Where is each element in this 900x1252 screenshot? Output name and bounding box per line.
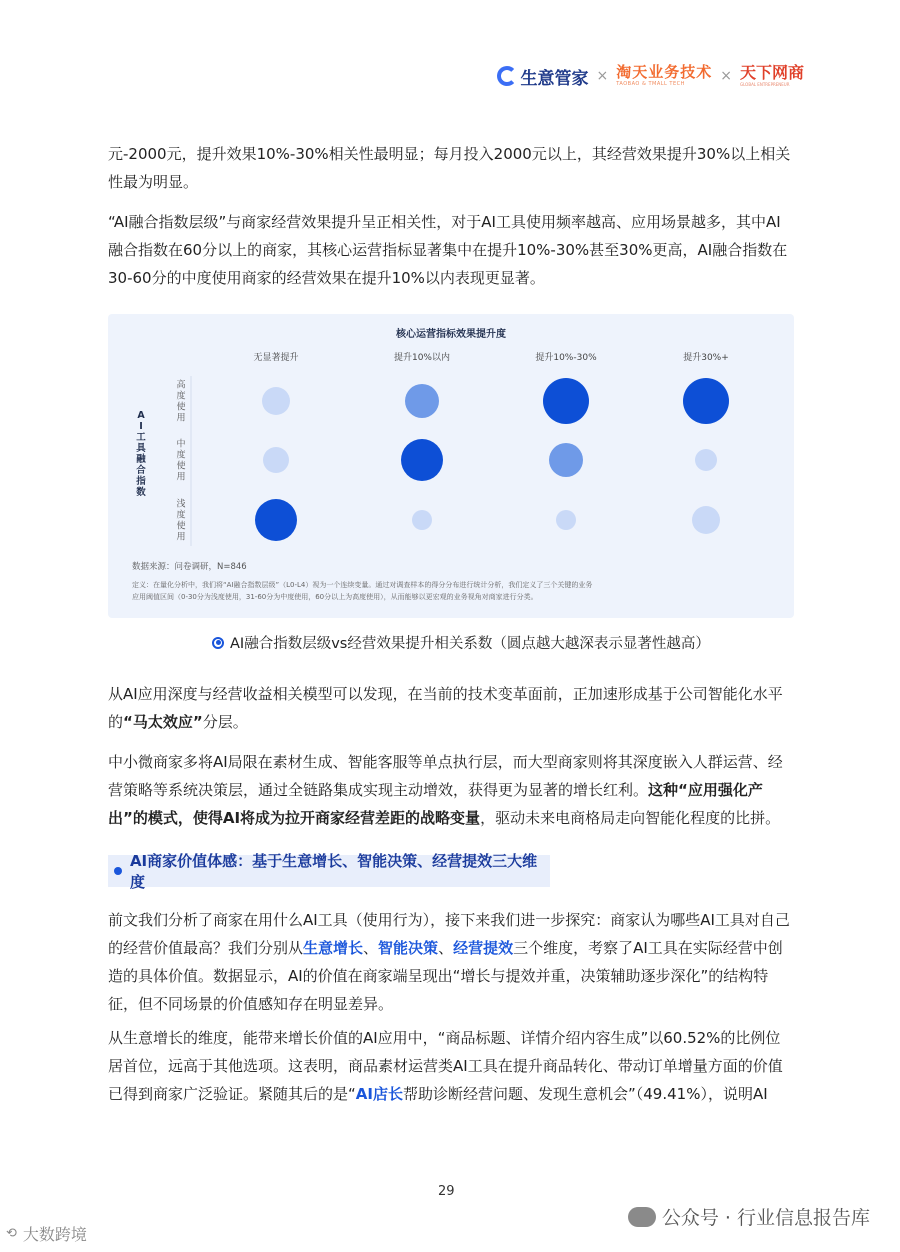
row-label-char: 使 (176, 461, 186, 472)
paragraph-1: 元-2000元，提升效果10%-30%相关性最明显；每月投入2000元以上，其经营效果提升30%以上相关性最为明显。 (108, 145, 791, 191)
y-axis-label-char: I (139, 421, 143, 432)
row-label-char: 使 (176, 521, 186, 532)
bubble (692, 506, 720, 534)
logo-shengyi-guanjia: 生意管家 (497, 64, 589, 89)
source-note: 数据来源：问卷调研，N=846 (132, 562, 247, 572)
logo-tianxia-wangshang: 天下网商 GLOBAL ENTREPRENEUR (739, 63, 804, 87)
row-label-char: 度 (176, 510, 186, 521)
radio-bullet-icon (212, 637, 224, 649)
row-label-char: 用 (176, 413, 186, 424)
bubble (263, 447, 289, 473)
watermark-wechat: 公众号 · 行业信息报告库 (628, 1203, 870, 1230)
row-label-char: 中 (176, 439, 186, 450)
bullet-dot-icon (114, 867, 122, 875)
bubble (262, 387, 290, 415)
y-axis-label-char: 指 (136, 476, 146, 487)
row-label-char: 用 (176, 532, 186, 543)
row-label-char: 高 (176, 380, 186, 391)
bubble (401, 439, 443, 481)
paragraph-3: 从AI应用深度与经营收益相关模型可以发现，在当前的技术变革面前，正加速形成基于公司智能化水平的“马太效应”分层。 (108, 685, 783, 731)
row-label-char: 度 (176, 391, 186, 402)
paragraph-6: 从生意增长的维度，能带来增长价值的AI应用中，“商品标题、详情介绍内容生成”以60.52%的比例位居首位，远高于其他选项。这表明，商品素材运营类AI工具在提升商品转化、带动订单增量方面的价值已得到商家广泛验证。紧随其后的是“AI店长帮助诊断经营问题、发现生意机会”（49.41%），说明AI (108, 1029, 783, 1103)
chart-title: 核心运营指标效果提升度 (396, 329, 506, 340)
definition-line-1: 定义：在量化分析中，我们将“AI融合指数层级”（L0-L4）视为一个连续变量。通过对调查样本的得分分布进行统计分析，我们定义了三个关键的业务 (132, 581, 593, 589)
bubble-chart (108, 314, 794, 618)
page-number: 29 (438, 1184, 455, 1199)
logo-separator: × (720, 68, 732, 84)
bubble (683, 378, 729, 424)
y-axis-label-char: 具 (136, 443, 146, 454)
bubble (556, 510, 576, 530)
paragraph-4: 中小微商家多将AI局限在素材生成、智能客服等单点执行层，而大型商家则将其深度嵌入人群运营、经营策略等系统决策层，通过全链路集成实现主动增效，获得更为显著的增长红利。这种“应用强化产出”的模式，使得AI将成为拉开商家经营差距的战略变量，驱动未来电商格局走向智能化程度的比拼。 (108, 753, 783, 827)
bubble (405, 384, 439, 418)
definition-line-2: 应用阈值区间（0-30分为浅度使用，31-60分为中度使用，60分以上为高度使用），从而能够以更宏观的业务视角对商家进行分类。 (132, 593, 538, 601)
column-header: 无显著提升 (253, 353, 299, 363)
row-label-char: 浅 (176, 499, 186, 510)
column-header: 提升10%以内 (393, 353, 451, 363)
bubble (255, 499, 297, 541)
paragraph-2: “AI融合指数层级”与商家经营效果提升呈正相关性，对于AI工具使用频率越高、应用场景越多，其中AI融合指数在60分以上的商家，其核心运营指标显著集中在提升10%-30%甚至30%更高，AI融合指数在30-60分的中度使用商家的经营效果在提升10%以内表现更显著。 (108, 213, 788, 287)
section-heading: AI商家价值体感：基于生意增长、智能决策、经营提效三大维度 (108, 855, 550, 887)
bubble-chart-panel (108, 314, 794, 618)
row-label-char: 使 (176, 402, 186, 413)
bubble (695, 449, 717, 471)
row-label-char: 度 (176, 450, 186, 461)
figure-caption: AI融合指数层级vs经营效果提升相关系数（圆点越大越深表示显著性越高） (212, 632, 710, 653)
logo-taotian-tech: 淘天业务技术 TAOBAO & TMALL TECH (616, 63, 713, 87)
logo-separator: × (596, 68, 609, 84)
bubble (543, 378, 589, 424)
wechat-icon (628, 1207, 656, 1227)
bubble (549, 443, 583, 477)
paragraph-5: 前文我们分析了商家在用什么AI工具（使用行为），接下来我们进一步探究：商家认为哪些AI工具对自己的经营价值最高？我们分别从生意增长、智能决策、经营提效三个维度，考察了AI工具在实际经营中创造的具体价值。数据显示，AI的价值在商家端呈现出“增长与提效并重，决策辅助逐步深化”的结构特征，但不同场景的价值感知存在明显差异。 (108, 911, 790, 1013)
watermark-left: ⟲ 大数跨境 (6, 1225, 87, 1244)
y-axis-label-char: 数 (136, 487, 146, 498)
y-axis-label-char: 合 (136, 465, 146, 476)
header-logos (497, 62, 805, 90)
y-axis-label-char: 工 (136, 432, 146, 443)
logo-mark-icon (497, 66, 517, 86)
y-axis-label-char: A (137, 410, 145, 421)
row-label-char: 用 (176, 472, 186, 483)
column-header: 提升10%-30% (535, 353, 597, 363)
column-header: 提升30%+ (683, 353, 729, 363)
bubble (412, 510, 432, 530)
watermark-logo-icon: ⟲ (6, 1226, 17, 1241)
y-axis-label-char: 融 (136, 454, 146, 465)
